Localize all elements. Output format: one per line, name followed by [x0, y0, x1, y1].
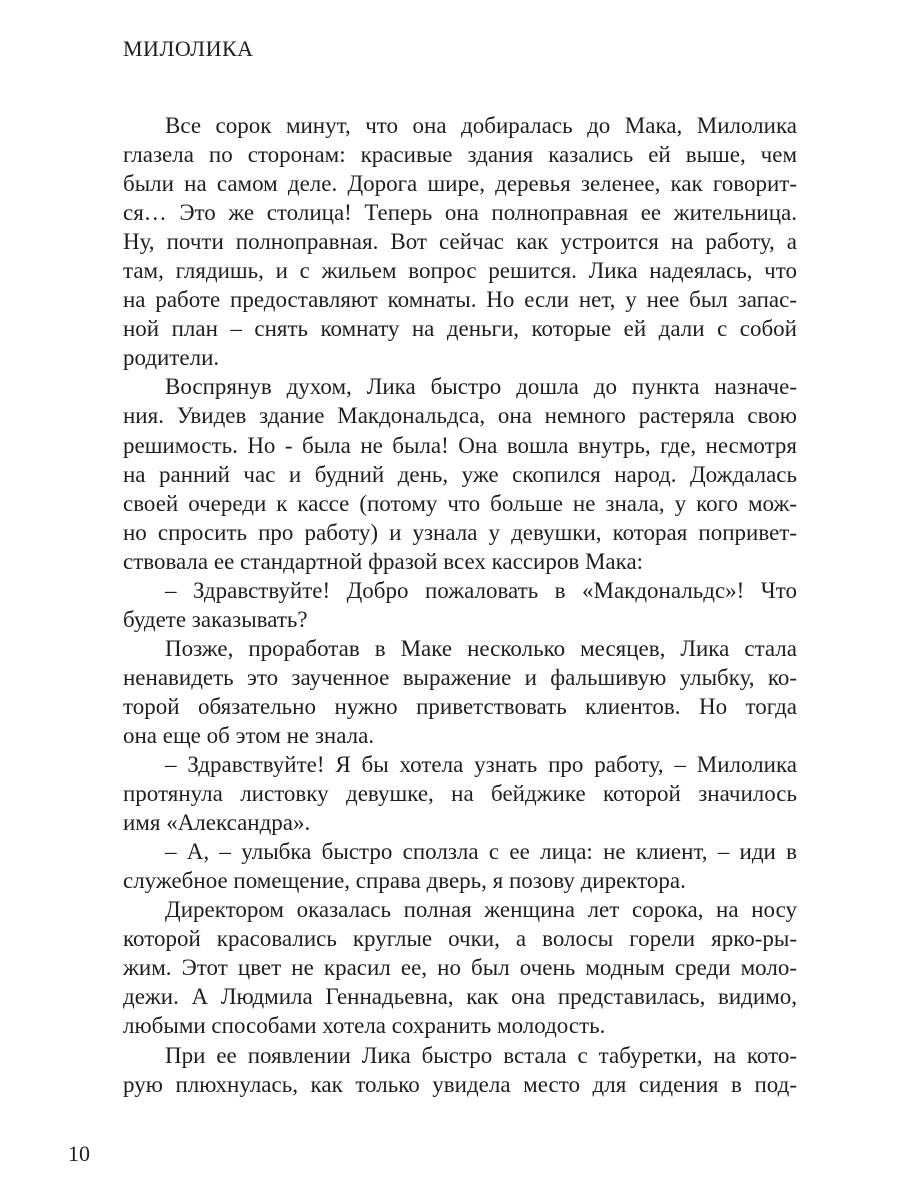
- text-line: ния. Увидев здание Макдональдса, она немного растеряла свою: [123, 403, 797, 429]
- paragraph: [123, 750, 797, 837]
- text-line: рую плюхнулась, как только увидела место для сидения в под-: [123, 1071, 797, 1097]
- text-line: которой красовались круглые очки, а волосы горели ярко-ры-: [123, 926, 797, 952]
- text-line: ной план – снять комнату на деньги, которые ей дали с собой: [123, 316, 797, 342]
- paragraph: [123, 372, 797, 575]
- paragraph: [123, 1041, 797, 1099]
- text-line: глазела по сторонам: красивые здания казались ей выше, чем: [123, 142, 797, 168]
- paragraph: [123, 895, 797, 1040]
- text-line: дежи. А Людмила Геннадьевна, как она представилась, видимо,: [123, 984, 797, 1010]
- paragraph: [123, 634, 797, 750]
- paragraph: [123, 111, 797, 372]
- text-line: ся… Это же столица! Теперь она полноправная ее жительница.: [123, 200, 797, 226]
- text-line: При ее появлении Лика быстро встала с табуретки, на кото-: [165, 1042, 797, 1068]
- text-line: торой обязательно нужно приветствовать клиентов. Но тогда: [123, 693, 797, 719]
- text-line: родители.: [123, 345, 220, 371]
- text-line: ненавидеть это заученное выражение и фальшивую улыбку, ко-: [123, 664, 797, 690]
- text-line: Воспрянув духом, Лика быстро дошла до пункта назначе-: [165, 374, 797, 400]
- running-header: МИЛОЛИКА: [123, 36, 254, 61]
- text-line: решимость. Но - была не была! Она вошла внутрь, где, несмотря: [123, 432, 797, 458]
- text-line: на ранний час и будний день, уже скопился народ. Дождалась: [123, 461, 797, 487]
- text-line: – Здравствуйте! Добро пожаловать в «Макдональдс»! Что: [165, 577, 797, 603]
- text-line: будете заказывать?: [123, 606, 308, 632]
- text-line: служебное помещение, справа дверь, я позову директора.: [123, 868, 686, 894]
- text-line: своей очереди к кассе (потому что больше не знала, у кого мож-: [123, 490, 797, 516]
- text-line: – А, – улыбка быстро сползла с ее лица: не клиент, – иди в: [165, 839, 797, 865]
- text-line: там, глядишь, и с жильем вопрос решится. Лика надеялась, что: [123, 258, 797, 284]
- text-line: жим. Этот цвет не красил ее, но был очень модным среди моло-: [123, 955, 797, 981]
- text-line: Директором оказалась полная женщина лет сорока, на носу: [165, 897, 797, 923]
- text-line: ствовала ее стандартной фразой всех кассиров Мака:: [123, 548, 644, 574]
- text-line: но спросить про работу) и узнала у девушки, которая попривет-: [123, 519, 797, 545]
- text-line: любыми способами хотела сохранить молодость.: [123, 1013, 606, 1039]
- text-line: Все сорок минут, что она добиралась до Мака, Милолика: [165, 113, 797, 138]
- text-line: на работе предоставляют комнаты. Но если нет, у нее был запас-: [123, 287, 797, 313]
- text-line: – Здравствуйте! Я бы хотела узнать про работу, – Милолика: [165, 752, 797, 778]
- page-number: 10: [68, 1141, 90, 1166]
- text-line: она еще об этом не знала.: [123, 722, 375, 748]
- text-line: протянула листовку девушке, на бейджике которой значилось: [123, 781, 797, 807]
- text-line: Ну, почти полноправная. Вот сейчас как устроится на работу, а: [123, 229, 797, 255]
- paragraph: [123, 837, 797, 895]
- text-line: были на самом деле. Дорога шире, деревья зеленее, как говорит-: [123, 171, 797, 197]
- text-line: имя «Александра».: [123, 810, 311, 836]
- body-text: [123, 111, 797, 1099]
- text-line: Позже, проработав в Маке несколько месяцев, Лика стала: [165, 635, 797, 661]
- paragraph: [123, 576, 797, 634]
